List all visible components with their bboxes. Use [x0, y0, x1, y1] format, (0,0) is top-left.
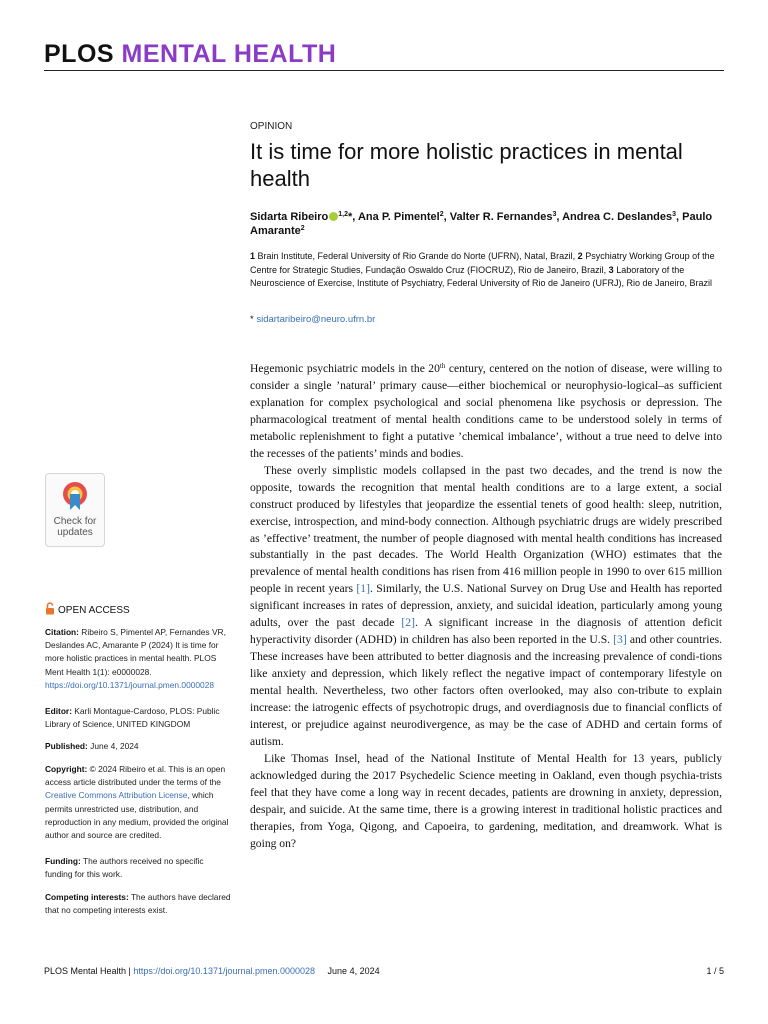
author-affiliation-marker: 1,2	[338, 211, 348, 218]
funding-block: Funding: The authors received no specific funding for this work.	[45, 856, 204, 880]
journal-name: MENTAL HEALTH	[121, 40, 337, 68]
affiliation-number: 2	[577, 251, 583, 261]
page-footer: PLOS Mental Health | https://doi.org/10.1371/journal.pmen.0000028 June 4, 2024 1 / 5	[44, 966, 724, 976]
author-affiliation-marker: 3	[552, 211, 557, 218]
reference-link[interactable]: [2]	[401, 616, 415, 630]
author-list	[250, 210, 720, 238]
superscript: th	[439, 362, 446, 370]
footer-doi-link[interactable]: https://doi.org/10.1371/journal.pmen.0000028	[133, 966, 316, 976]
text-run: century, centered on the notion of disease, were willing to consider a single ’natural’ primary cause—either biochemical or neurophysio-logical–as sufficient explanation for complex psychological and social phenomena like psychosis or depression. The pharmacological treatment of mental health conditions came to be understood solely in terms of metabolic replenishment to fight a putative ’chemical imbalance’, without a true need to delve into the recesses of the patients’ minds and bodies.	[250, 362, 722, 460]
footer-journal: PLOS Mental Health	[44, 966, 127, 976]
text-run: and other countries. These increases have been attributed to better diagnosis and the increasing prevalence of condi-tions like anxiety and depression, which likely reflect the negative impact of contemporary lifestyle on mental health. Nevertheless, two other factors often overlooked, may also con-tribute to explain increase: the iatrogenic effects of psychotropic drugs, and overdiagnosis due to financial conflicts of interest, or prejudice against neurodivergence, as may be the case of ADHD and certain forms of autism.	[250, 633, 722, 748]
publisher-name: PLOS	[44, 40, 115, 68]
author-separator: *,	[347, 211, 358, 223]
check-updates-label: Check for updates	[53, 516, 97, 538]
author-name: Valter R. Fernandes	[449, 211, 553, 223]
author-name: Paulo Amarante	[250, 211, 713, 237]
author-separator: ,	[556, 211, 563, 223]
competing-interests-block: Competing interests: The authors have declared that no competing interests exist.	[45, 892, 231, 916]
body-paragraph	[250, 751, 722, 853]
article-type: OPINION	[250, 121, 293, 132]
email-marker: *	[250, 314, 254, 325]
open-access-label: OPEN ACCESS	[58, 605, 130, 616]
published-block: Published: June 4, 2024	[45, 741, 139, 751]
author-affiliation-marker: 2	[439, 211, 444, 218]
reference-link[interactable]: [1]	[356, 582, 370, 596]
author-affiliation-marker: 3	[672, 211, 677, 218]
corresponding-email	[250, 314, 375, 325]
journal-masthead	[44, 40, 336, 69]
editor-block: Editor: Karli Montague-Cardoso, PLOS: Public Library of Science, UNITED KINGDOM	[45, 706, 220, 730]
header-divider	[44, 70, 724, 71]
text-run: . A significant increase in the diagnosis of attention deficit hyperactivity disorder (ADHD) in children has also been reported in the U.S.	[250, 616, 723, 647]
author-separator: ,	[443, 211, 450, 223]
text-run: Like Thomas Insel, head of the National Institute of Mental Health for 13 years, publicly acknowledged during the 2017 Psychedelic Science meeting in Oakland, even though psychia-trists feel that they have come a long way in recent decades, patients are drowning in anxiety, depression, despair, and suicide. At the same time, there is a growing interest in traditional holistic practices and therapies, from Yoga, Qigong, and Capoeira, to gardening, meditation, and dreamwork. What is going on?	[250, 751, 722, 850]
citation-block: Citation: Ribeiro S, Pimentel AP, Fernandes VR, Deslandes AC, Amarante P (2024) It is time for more holistic practices in mental health. PLOS Ment Health 1(1): e0000028. https://doi.org/10.1371/journal.pmen.0000028	[45, 627, 226, 690]
text-run: . Similarly, the U.S. National Survey on Drug Use and Health has reported significant increases in rates of depression, anxiety, and suicidal ideation, particularly among young adults, over the past decade	[250, 582, 723, 630]
license-link[interactable]: Creative Commons Attribution License	[45, 790, 188, 801]
reference-link[interactable]: [3]	[613, 633, 627, 647]
affiliations	[250, 250, 720, 291]
author-name: Andrea C. Deslandes	[562, 211, 673, 223]
page-number: 1 / 5	[706, 966, 724, 976]
affiliation-text: Psychiatry Working Group of the Centre for Strategic Studies, Fundação Oswaldo Cruz (FIOCRUZ), Rio de Janeiro, Brazil,	[250, 251, 715, 275]
author-affiliation-marker: 2	[300, 225, 305, 232]
affiliation-number: 3	[608, 264, 614, 275]
check-for-updates-button[interactable]	[45, 473, 105, 547]
copyright-block: Copyright: © 2024 Ribeiro et al. This is an open access article distributed under the terms of the Creative Commons Attribution License, which permits unrestricted use, distribution, and reproduction in any medium, provided the original author and source are credited.	[45, 764, 229, 841]
orcid-icon[interactable]	[329, 212, 338, 221]
author-name: Ana P. Pimentel	[357, 211, 440, 223]
article-title: It is time for more holistic practices in mental health	[250, 139, 683, 191]
author-name: Sidarta Ribeiro	[250, 211, 329, 223]
footer-date: June 4, 2024	[327, 966, 380, 976]
open-lock-icon	[45, 602, 55, 615]
text-run: These overly simplistic models collapsed in the past two decades, and the trend is now the opposite, towards the recognition that mental health conditions are to a large extent, a social construct produced by lifestyles that jeopardize the essential tenets of good health: sleep, nutrition, exercise, introspection, and mind-body connection. Although psychiatric drugs are widely prescribed as ’effective’ treatment, the number of people diagnosed with mental health conditions has increased substantially in the past decades. The World Health Organization (WHO) estimates that the prevalence of mental health conditions has risen from 416 million people in 1990 to over 615 million people in recent years	[250, 463, 722, 596]
body-paragraph	[250, 463, 722, 751]
text-run: Hegemonic psychiatric models in the 20	[250, 362, 440, 375]
affiliation-text: Laboratory of the Neuroscience of Exercise, Institute of Psychiatry, Federal University of Rio de Janeiro (UFRJ), Rio de Janeiro, Brazil	[250, 264, 713, 288]
open-access-badge	[45, 602, 130, 616]
citation-doi-link[interactable]: https://doi.org/10.1371/journal.pmen.0000028	[45, 679, 215, 690]
affiliation-text: Brain Institute, Federal University of Rio Grande do Norte (UFRN), Natal, Brazil,	[257, 251, 576, 261]
check-updates-icon	[61, 480, 89, 512]
article-body	[250, 361, 722, 853]
author-separator: ,	[676, 211, 683, 223]
email-link[interactable]: sidartaribeiro@neuro.ufrn.br	[256, 314, 376, 325]
affiliation-number: 1	[250, 251, 256, 261]
body-paragraph	[250, 361, 722, 463]
